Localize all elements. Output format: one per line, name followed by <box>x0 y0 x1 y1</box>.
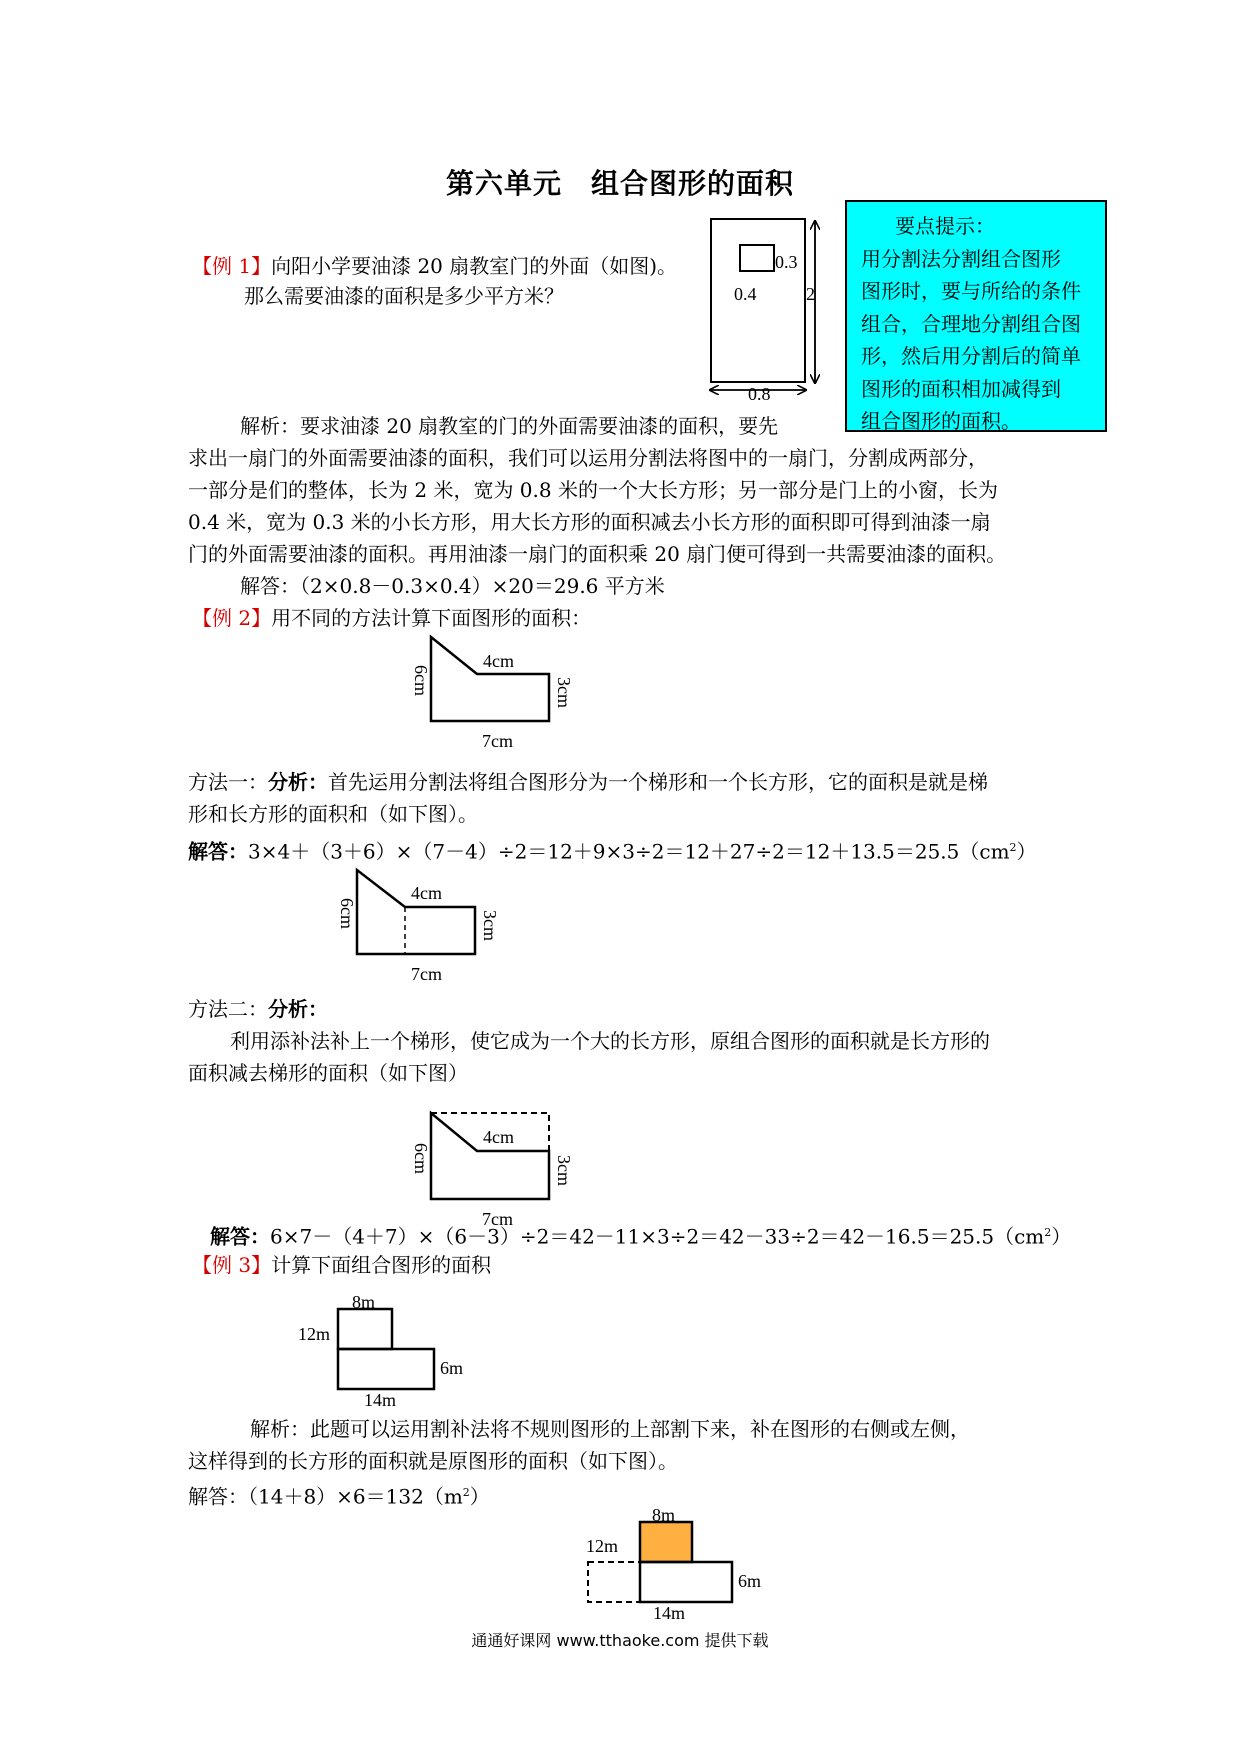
fig-c-top: 4cm <box>483 1127 514 1147</box>
window-rect <box>740 245 774 271</box>
fig3b-right: 6m <box>738 1571 762 1591</box>
method2-prefix: 方法二： <box>188 997 268 1021</box>
fig3b-bottom: 14m <box>653 1603 686 1623</box>
win-h-label: 0.4 <box>734 284 757 304</box>
footer: 通通好课网 www.tthaoke.com 提供下载 <box>471 1631 769 1650</box>
fig3b-left: 12m <box>586 1536 619 1556</box>
ex3-answer-text: 解答：（14＋8）×6＝132（m <box>188 1484 463 1509</box>
answer1-bold: 解答： <box>188 839 248 864</box>
door-figure <box>711 219 815 404</box>
fig3a-top: 8m <box>352 1292 376 1312</box>
ex1-analysis-1: 解析：要求油漆 20 扇教室的门的外面需要油漆的面积，要先 <box>240 414 779 438</box>
answer1-text: 3×4＋（3＋6）×（7－4）÷2＝12＋9×3÷2＝12＋27÷2＝12＋13.5＝25.5（cm <box>248 839 1010 864</box>
tip-line: 组合图形的面积。 <box>861 409 1021 433</box>
fig-c-bottom: 7cm <box>482 1209 513 1229</box>
ex2-question: 用不同的方法计算下面图形的面积： <box>271 606 592 630</box>
ex1-analysis-2: 求出一扇门的外面需要油漆的面积，我们可以运用分割法将图中的一扇门，分割成两部分， <box>188 446 988 470</box>
tip-line: 组合，合理地分割组合图 <box>861 311 1081 336</box>
tip-line: 形，然后用分割后的简单 <box>861 344 1081 368</box>
answer1-sup: 2 <box>1009 841 1017 854</box>
ex1-answer: 解答：（2×0.8－0.3×0.4）×20＝29.6 平方米 <box>240 574 665 598</box>
tip-line: 图形时，要与所给的条件 <box>861 279 1081 303</box>
win-w-label: 0.3 <box>775 252 798 272</box>
method1-bold: 分析： <box>268 770 328 794</box>
fig3b-top: 8m <box>652 1505 676 1525</box>
method1-text: 首先运用分割法将组合图形分为一个梯形和一个长方形，它的面积是就是梯 <box>328 770 988 794</box>
ex2-label: 【例 2】 <box>192 606 272 630</box>
ex2-figure-c <box>411 1113 574 1229</box>
ex3-figure-b <box>586 1505 761 1623</box>
ex3-answer-sup: 2 <box>462 1486 470 1499</box>
fig3a-right: 6m <box>440 1358 464 1378</box>
ex1-question-2: 那么需要油漆的面积是多少平方米？ <box>244 284 564 308</box>
answer2-text: 6×7－（4＋7）×（6－3）÷2＝42－11×3÷2＝42－33÷2＝42－16.5＝25.5（cm <box>270 1224 1045 1249</box>
fig3a-bottom: 14m <box>364 1390 397 1410</box>
page-title: 第六单元 组合图形的面积 <box>445 167 794 200</box>
answer1-end: ） <box>1016 839 1037 864</box>
fig-c-right: 3cm <box>554 1155 574 1186</box>
answer2-sup: 2 <box>1044 1226 1052 1239</box>
ex3-figure-a <box>298 1292 463 1410</box>
fig-a-right: 3cm <box>554 677 574 708</box>
method1-prefix: 方法一： <box>188 770 268 794</box>
tip-line: 用分割法分割组合图形 <box>861 246 1061 271</box>
answer2-bold: 解答： <box>210 1224 270 1249</box>
method2-bold: 分析： <box>268 997 328 1021</box>
ex3-answer-end: ） <box>469 1484 490 1509</box>
ex1-label: 【例 1】 <box>192 254 272 278</box>
fig-b-right: 3cm <box>480 910 500 941</box>
ex3-analysis-1: 解析：此题可以运用割补法将不规则图形的上部割下来，补在图形的右侧或左侧， <box>250 1417 970 1441</box>
fig-a-left: 6cm <box>411 665 431 696</box>
ex2-method2-text2: 面积减去梯形的面积（如下图） <box>188 1061 468 1085</box>
ex2-method1-line2: 形和长方形的面积和（如下图）。 <box>188 802 478 826</box>
ex2-method2-text: 利用添补法补上一个梯形，使它成为一个大的长方形，原组合图形的面积就是长方形的 <box>230 1029 990 1053</box>
ex3-label: 【例 3】 <box>192 1253 272 1277</box>
ex2-figure-b <box>337 870 500 984</box>
fig-a-top: 4cm <box>483 651 514 671</box>
tip-heading: 要点提示： <box>895 214 995 238</box>
door-rect <box>711 219 805 382</box>
fig-b-left: 6cm <box>337 898 357 929</box>
cut-piece <box>640 1522 692 1562</box>
ex1-question: 向阳小学要油漆 20 扇教室门的外面（如图)。 <box>271 254 678 278</box>
ex3-question: 计算下面组合图形的面积 <box>271 1253 492 1277</box>
fig-a-bottom: 7cm <box>482 731 513 751</box>
ex3-analysis-2: 这样得到的长方形的面积就是原图形的面积（如下图）。 <box>188 1449 678 1473</box>
tip-line: 图形的面积相加减得到 <box>861 376 1061 401</box>
answer2-end: ） <box>1051 1224 1072 1249</box>
filled-piece <box>588 1562 640 1602</box>
ex2-figure-a <box>411 637 574 751</box>
fig-b-bottom: 7cm <box>411 964 442 984</box>
fig-b-top: 4cm <box>411 883 442 903</box>
door-w-label: 0.8 <box>748 384 771 404</box>
door-h-label: 2 <box>806 284 815 304</box>
fig3a-left: 12m <box>298 1324 331 1344</box>
ex1-analysis-4: 0.4 米，宽为 0.3 米的小长方形，用大长方形的面积减去小长方形的面积即可得到油漆一扇 <box>188 510 991 534</box>
fig-c-left: 6cm <box>411 1143 431 1174</box>
ex1-analysis-5: 门的外面需要油漆的面积。再用油漆一扇门的面积乘 20 扇门便可得到一共需要油漆的面积。 <box>188 542 1007 566</box>
ex1-analysis-3: 一部分是们的整体，长为 2 米，宽为 0.8 米的一个大长方形；另一部分是门上的小窗，长为 <box>188 478 998 502</box>
